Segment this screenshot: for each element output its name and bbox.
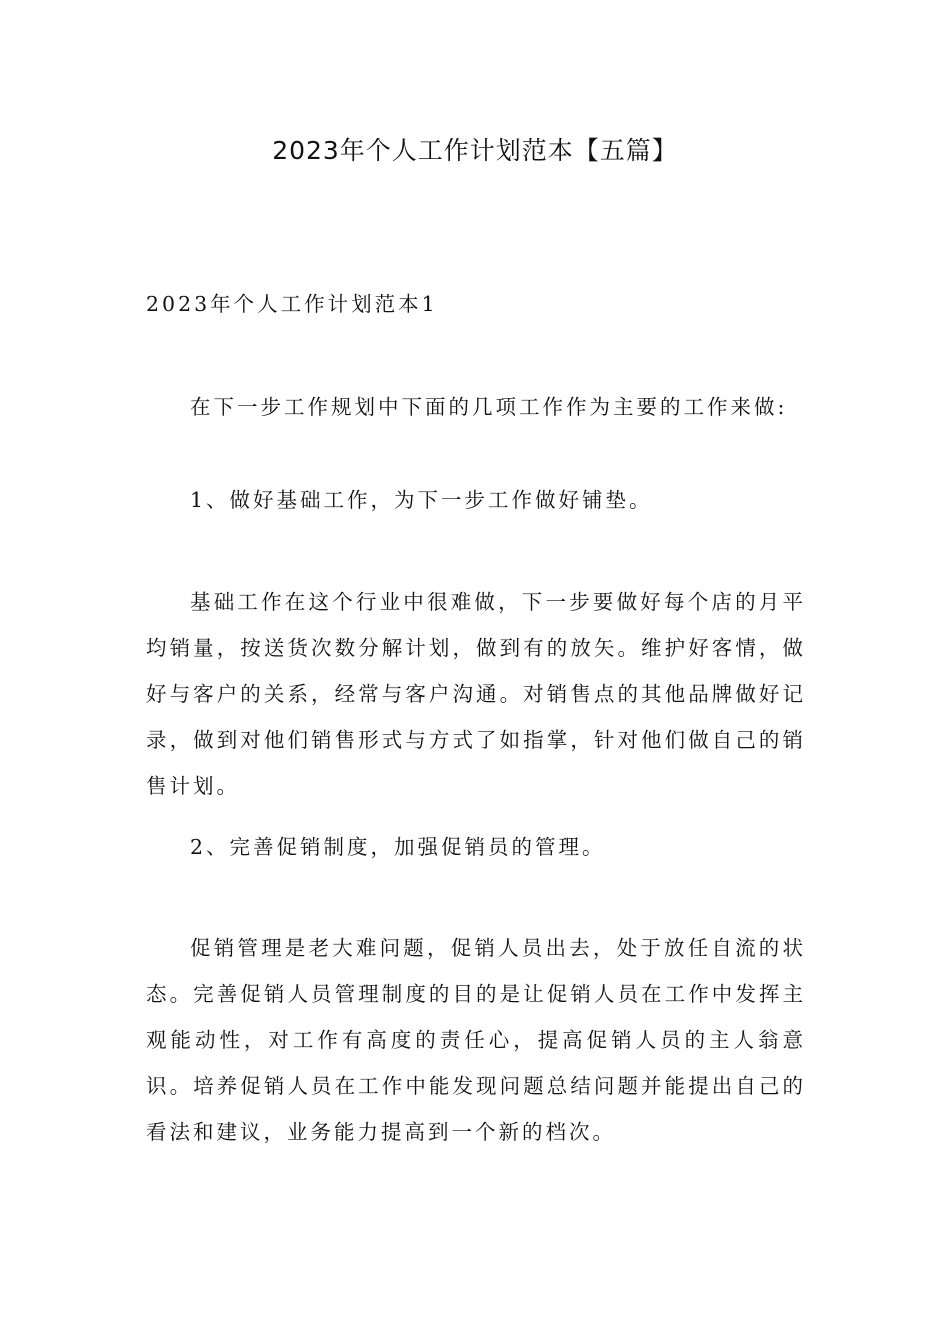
paragraph-intro: 在下一步工作规划中下面的几项工作作为主要的工作来做: bbox=[190, 395, 788, 419]
document-title: 2023年个人工作计划范本【五篇】 bbox=[272, 136, 678, 165]
paragraph-promotion-management: 促销管理是老大难问题，促销人员出去，处于放任自流的状态。完善促销人员管理制度的目的是让促销人员在工作中发挥主观能动性，对工作有高度的责任心，提高促销人员的主人翁意识。培养促销人员在工作中能发现问题总结问题并能提出自己的看法和建议，业务能力提高到一个新的档次。 bbox=[146, 936, 806, 1144]
paragraph-basic-work: 基础工作在这个行业中很难做，下一步要做好每个店的月平均销量，按送货次数分解计划，做到有的放矢。维护好客情，做好与客户的关系，经常与客户沟通。对销售点的其他品牌做好记录，做到对他们销售形式与方式了如指掌，针对他们做自己的销售计划。 bbox=[146, 590, 806, 798]
list-item-1: 1、做好基础工作，为下一步工作做好铺垫。 bbox=[190, 488, 653, 512]
list-item-2: 2、完善促销制度，加强促销员的管理。 bbox=[190, 835, 606, 859]
section-subtitle: 2023年个人工作计划范本1 bbox=[146, 292, 438, 316]
